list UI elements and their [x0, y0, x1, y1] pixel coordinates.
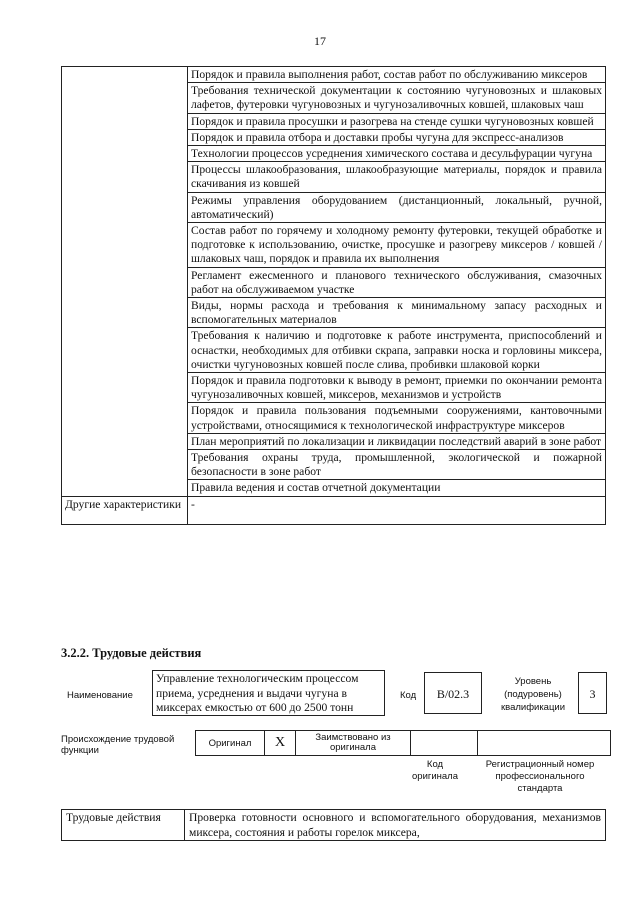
qualification-level-label: Уровень (подуровень) квалификации — [500, 676, 566, 713]
knowledge-item: Требования к наличию и подготовке к работе инструмента, приспособлений и оснастки, необходимых для отбивки скрапа, заправки носка и горловины миксера, очистки чугуновозных ковшей после слива, пробивки шлаковой корки — [188, 328, 606, 373]
knowledge-item: Порядок и правила подготовки к выводу в ремонт, приемки по окончании ремонта чугунозаливочных ковшей, миксеров, механизмов и устройств — [188, 373, 606, 403]
function-name-label: Наименование — [67, 690, 133, 701]
origin-original-mark: X — [265, 731, 296, 756]
origin-table — [195, 730, 611, 756]
knowledge-item: Режимы управления оборудованием (дистанционный, локальный, ручной, автоматический) — [188, 192, 606, 222]
qualification-level-value: 3 — [578, 672, 607, 714]
function-code-value: B/02.3 — [424, 672, 482, 714]
function-code-label: Код — [400, 690, 417, 701]
page-number: 17 — [314, 34, 326, 48]
section-title: 3.2.2. Трудовые действия — [61, 646, 202, 660]
origin-code-caption: Код оригинала — [412, 759, 459, 782]
knowledge-item: Порядок и правила выполнения работ, состав работ по обслуживанию миксеров — [188, 67, 606, 83]
actions-row — [62, 810, 606, 841]
other-characteristics-label: Другие характеристики — [62, 496, 188, 524]
origin-borrowed-label: Заимствовано из оригинала — [296, 731, 411, 756]
origin-code-cell — [411, 731, 478, 756]
knowledge-item: Правила ведения и состав отчетной документации — [188, 480, 606, 496]
knowledge-item: Виды, нормы расхода и требования к минимальному запасу расходных и вспомогательных материалов — [188, 298, 606, 328]
origin-original-label: Оригинал — [196, 731, 265, 756]
function-name-value: Управление технологическим процессом приема, усреднения и выдачи чугуна в миксерах емкостью от 600 до 2500 тонн — [152, 670, 385, 716]
origin-reg-caption: Регистрационный номер профессионального стандарта — [485, 759, 595, 794]
knowledge-item: Технологии процессов усреднения химического состава и десульфурации чугуна — [188, 146, 606, 162]
actions-table — [61, 809, 606, 841]
knowledge-item: Порядок и правила отбора и доставки пробы чугуна для экспресс-анализов — [188, 129, 606, 145]
knowledge-item: Порядок и правила пользования подъемными сооружениями, кантовочными устройствами, относящимися к технологической инфраструктуре миксеров — [188, 403, 606, 433]
knowledge-item: Состав работ по горячему и холодному ремонту футеровки, текущей обработке и подготовке к использованию, очистке, просушке и разогреву миксеров / ковшей / шлаковых чаш, порядок и правила их выполнения — [188, 223, 606, 268]
knowledge-item: Требования технической документации к состоянию чугуновозных и шлаковых лафетов, футеровки чугуновозных и чугунозаливочных ковшей, шлаковых чаш — [188, 83, 606, 113]
actions-text: Проверка готовности основного и вспомогательного оборудования, механизмов миксера, состояния и работы горелок миксера, — [185, 810, 606, 841]
knowledge-row — [62, 67, 606, 83]
other-characteristics-row — [62, 496, 606, 524]
knowledge-item: Регламент ежесменного и планового технического обслуживания, смазочных работ на обслуживаемом участке — [188, 267, 606, 297]
other-characteristics-value: - — [188, 496, 606, 524]
origin-label: Происхождение трудовой функции — [61, 734, 175, 756]
knowledge-item: Требования охраны труда, промышленной, экологической и пожарной безопасности в зоне работ — [188, 450, 606, 480]
actions-label: Трудовые действия — [62, 810, 185, 841]
origin-reg-number-cell — [478, 731, 611, 756]
knowledge-item: Процессы шлакообразования, шлакообразующие материалы, порядок и правила скачивания из ковшей — [188, 162, 606, 192]
knowledge-label-cell — [62, 67, 188, 497]
knowledge-item: План мероприятий по локализации и ликвидации последствий аварий в зоне работ — [188, 433, 606, 449]
knowledge-item: Порядок и правила просушки и разогрева на стенде сушки чугуновозных ковшей — [188, 113, 606, 129]
knowledge-table — [61, 66, 606, 525]
